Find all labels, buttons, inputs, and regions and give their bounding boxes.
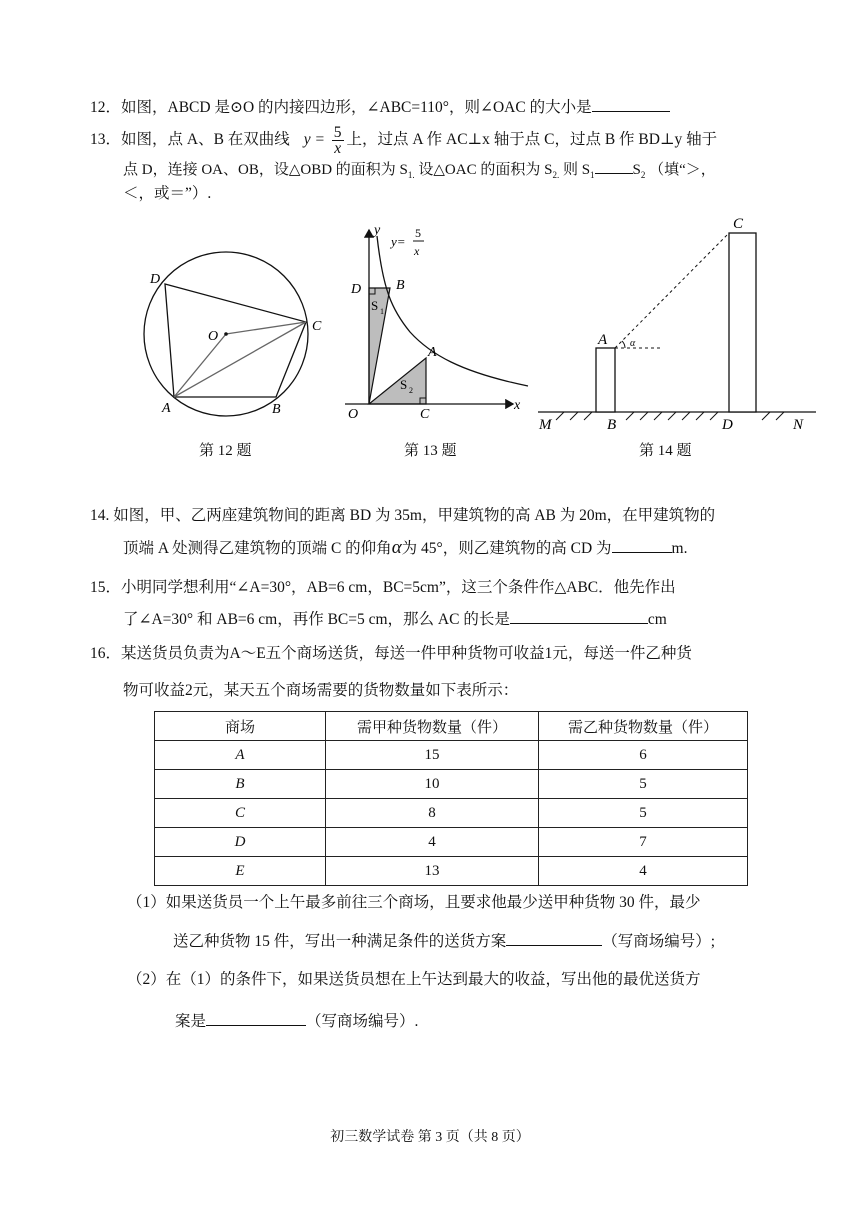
- svg-text:S: S: [400, 377, 408, 392]
- svg-text:N: N: [793, 417, 804, 433]
- svg-text:D: D: [351, 282, 362, 297]
- svg-text:C: C: [733, 216, 744, 232]
- svg-text:S: S: [371, 298, 379, 313]
- question-16-part-2-line-1: （2）在（1）的条件下，如果送货员想在上午达到最大的收益，写出他的最优送货方: [127, 971, 701, 988]
- svg-text:5: 5: [415, 226, 421, 240]
- figure-12-caption: 第 12 题: [199, 443, 252, 459]
- answer-blank-15[interactable]: [510, 608, 648, 624]
- svg-text:D: D: [722, 417, 733, 433]
- answer-blank-14[interactable]: [612, 537, 672, 553]
- goods-table: [154, 711, 748, 886]
- question-16-line-1: 16．某送货员负责为A～E五个商场送货，每送一件甲种货物可收益1元，每送一件乙种货: [90, 645, 692, 662]
- answer-blank-16-2[interactable]: [206, 1010, 306, 1026]
- svg-text:B: B: [396, 278, 405, 293]
- answer-blank-16-1[interactable]: [506, 930, 602, 946]
- answer-blank-12[interactable]: [592, 96, 670, 112]
- svg-text:A: A: [428, 345, 437, 360]
- figure-13: [340, 222, 540, 422]
- question-15-line-2: 了∠A=30° 和 AB=6 cm，再作 BC=5 cm，那么 AC 的长是 cm: [123, 608, 667, 631]
- svg-text:y: y: [374, 223, 381, 238]
- svg-text:C: C: [420, 407, 430, 422]
- svg-text:x: x: [514, 398, 521, 413]
- label-D: D: [150, 272, 161, 287]
- svg-text:α: α: [630, 338, 636, 349]
- label-B: B: [272, 402, 281, 417]
- table-row: D 4 7: [155, 828, 748, 857]
- table-row: C 8 5: [155, 799, 748, 828]
- question-16-part-2-line-2: 案是 （写商场编号）.: [175, 1010, 418, 1033]
- svg-text:x: x: [414, 244, 420, 258]
- question-16-part-1-line-2: 送乙种货物 15 件，写出一种满足条件的送货方案 （写商场编号）;: [173, 930, 715, 953]
- svg-text:B: B: [607, 417, 617, 433]
- question-16-line-2: 物可收益2元，某天五个商场需要的货物数量如下表所示：: [123, 682, 519, 699]
- question-15-line-1: 15．小明同学想利用“∠A=30°，AB=6 cm，BC=5cm”，这三个条件作△ABC．他先作出: [90, 579, 676, 596]
- svg-text:O: O: [348, 407, 359, 422]
- label-C: C: [312, 319, 322, 334]
- svg-text:y=: y=: [391, 234, 406, 249]
- question-13-line-1: 13．如图，点 A、B 在双曲线 y = $\frac{5}{x}$ 上，过点 A 作 AC⊥x 轴于点 C，过点 B 作 BD⊥y 轴于: [90, 124, 718, 157]
- table-row: A 15 6: [155, 741, 748, 770]
- question-13-line-3: ＜，或＝”）.: [123, 185, 212, 202]
- figure-14-caption: 第 14 题: [639, 443, 692, 459]
- svg-text:1: 1: [380, 307, 384, 316]
- page-footer: 初三数学试卷 第 3 页（共 8 页）: [330, 1130, 530, 1145]
- svg-text:M: M: [539, 417, 552, 433]
- question-14-line-2: 顶端 A 处测得乙建筑物的顶端 C 的仰角α为 45°，则乙建筑物的高 CD 为 m.: [123, 537, 688, 558]
- label-A: A: [162, 401, 171, 416]
- question-16-part-1-line-1: （1）如果送货员一个上午最多前往三个商场，且要求他最少送甲种货物 30 件，最少: [127, 894, 701, 911]
- svg-text:2: 2: [409, 386, 413, 395]
- label-O: O: [208, 329, 219, 344]
- table-row: E 13 4: [155, 857, 748, 886]
- question-12-text: 如图，ABCD 是⊙O 的内接四边形，∠ABC=110°，则∠OAC 的大小是: [121, 99, 592, 116]
- figure-13-caption: 第 13 题: [404, 443, 457, 459]
- table-header-row: 商场 需甲种货物数量（件） 需乙种货物数量（件）: [155, 712, 748, 741]
- figure-12: [140, 250, 340, 430]
- question-13-line-2: 点 D，连接 OA、OB，设△OBD 的面积为 $S_{1.}$ 设△OAC 的面积为 $S_{2.}$ 则 $S_1$ $S_2$ （填“＞，: [123, 158, 716, 186]
- fraction-5-over-x: $\frac{5}{x}$: [333, 124, 342, 157]
- answer-blank-13[interactable]: [595, 158, 633, 174]
- table-row: B 10 5: [155, 770, 748, 799]
- question-12: 12．如图，ABCD 是⊙O 的内接四边形，∠ABC=110°，则∠OAC 的大小是: [90, 96, 670, 119]
- svg-text:A: A: [598, 332, 608, 348]
- figure-14: [535, 210, 825, 435]
- question-14-line-1: 14. 如图，甲、乙两座建筑物间的距离 BD 为 35m，甲建筑物的高 AB 为 20m，在甲建筑物的: [90, 507, 716, 524]
